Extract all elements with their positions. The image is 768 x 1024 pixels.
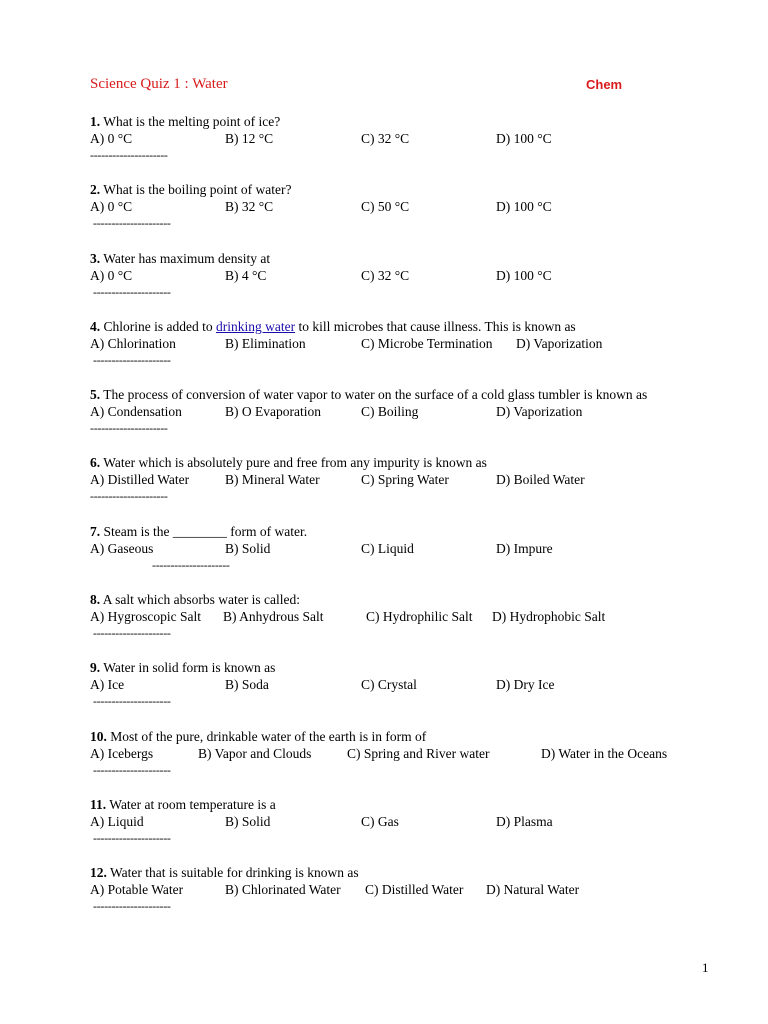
option-b: B) Soda <box>225 677 269 693</box>
option-a: A) 0 °C <box>90 131 133 146</box>
question-number: 8. <box>90 592 101 608</box>
option-b: B) O Evaporation <box>225 404 321 420</box>
question-12 <box>90 864 710 932</box>
question-text: Water at room temperature is a <box>109 796 276 812</box>
answer-blank: --------------------- <box>93 216 171 231</box>
drinking-water-link[interactable]: drinking water <box>215 318 296 334</box>
question-9 <box>90 659 710 727</box>
question-number: 2. <box>90 182 101 198</box>
answer-blank: --------------------- <box>93 352 171 367</box>
answer-options <box>90 335 710 352</box>
question-text: What is the boiling point of water? <box>103 182 292 198</box>
option-c: C) Spring Water <box>361 472 449 488</box>
option-d: D) 100 °C <box>496 267 552 283</box>
option-d: D) Vaporization <box>496 404 583 420</box>
question-text: Most of the pure, drinkable water of the earth is in form of <box>110 728 427 744</box>
option-c: C) Spring and River water <box>347 745 490 761</box>
question-text: A salt which absorbs water is called: <box>102 592 300 608</box>
header <box>90 76 630 96</box>
option-d: D) Dry Ice <box>496 677 555 693</box>
answer-options <box>90 198 710 215</box>
question-11 <box>90 796 710 864</box>
option-a: A) Liquid <box>90 813 144 829</box>
answer-blank: --------------------- <box>93 830 171 845</box>
option-c: C) Distilled Water <box>365 882 464 898</box>
question-number: 12. <box>90 865 107 881</box>
option-a: A) 0 °C <box>90 267 133 283</box>
answer-options <box>90 267 710 284</box>
question-number: 6. <box>90 455 101 471</box>
option-c: C) Boiling <box>361 404 419 420</box>
option-c: C) Gas <box>361 813 399 829</box>
option-d: D) Plasma <box>496 813 553 829</box>
question-text-before: Chlorine is added to <box>103 318 216 334</box>
question-7 <box>90 523 710 591</box>
answer-blank: --------------------- <box>152 557 230 572</box>
option-a: A) Potable Water <box>90 882 184 898</box>
question-text: Water that is suitable for drinking is known as <box>110 865 359 881</box>
option-d: D) Vaporization <box>516 335 603 351</box>
question-text: Water has maximum density at <box>103 250 271 266</box>
question-text: Steam is the ________ form of water. <box>103 523 308 539</box>
page-number: 1 <box>702 960 709 975</box>
answer-options <box>90 403 710 420</box>
option-b: B) Solid <box>225 540 271 556</box>
answer-blank: --------------------- <box>90 489 168 504</box>
question-text: What is the melting point of ice? <box>103 114 281 129</box>
option-d: D) Water in the Oceans <box>541 745 668 761</box>
option-c: C) Liquid <box>361 540 414 556</box>
option-b: B) Elimination <box>225 335 306 351</box>
option-a: A) Condensation <box>90 404 182 420</box>
question-1 <box>90 113 710 181</box>
option-c: C) 32 °C <box>361 131 410 146</box>
question-4 <box>90 318 710 386</box>
answer-options <box>90 745 710 762</box>
question-number: 5. <box>90 387 101 403</box>
question-number: 4. <box>90 318 101 334</box>
option-b: B) 4 °C <box>225 267 267 283</box>
answer-options <box>90 540 710 557</box>
option-b: B) 32 °C <box>225 199 274 215</box>
option-a: A) Chlorination <box>90 335 176 351</box>
answer-blank: --------------------- <box>93 626 171 641</box>
answer-blank: --------------------- <box>90 148 168 162</box>
answer-blank: --------------------- <box>90 421 168 436</box>
question-3 <box>90 250 710 318</box>
option-a: A) Gaseous <box>90 540 154 556</box>
subject-label: Chem <box>586 77 623 92</box>
option-d: D) Boiled Water <box>496 472 585 488</box>
question-number: 3. <box>90 250 101 266</box>
answer-blank: --------------------- <box>93 694 171 709</box>
question-number: 9. <box>90 660 101 676</box>
question-number: 1. <box>90 114 101 129</box>
answer-blank: --------------------- <box>93 762 171 777</box>
option-a: A) Hygroscopic Salt <box>90 609 201 625</box>
option-b: B) Vapor and Clouds <box>198 745 312 761</box>
option-a: A) 0 °C <box>90 199 133 215</box>
option-a: A) Distilled Water <box>90 472 190 488</box>
option-d: D) Hydrophobic Salt <box>492 609 606 625</box>
question-text-after: to kill microbes that cause illness. This is known as <box>295 318 576 334</box>
question-text: The process of conversion of water vapor to water on the surface of a cold glass tumbler is known as <box>103 387 648 403</box>
answer-blank: --------------------- <box>93 899 171 914</box>
answer-options <box>90 676 710 693</box>
answer-options <box>90 130 710 147</box>
option-b: B) Anhydrous Salt <box>223 609 324 625</box>
question-number: 11. <box>90 796 107 812</box>
question-list <box>90 113 710 933</box>
answer-options <box>90 471 710 488</box>
option-c: C) Crystal <box>361 677 417 693</box>
answer-blank: --------------------- <box>93 284 171 299</box>
option-d: D) Impure <box>496 540 553 556</box>
question-text: Water in solid form is known as <box>103 660 276 676</box>
question-2 <box>90 181 710 249</box>
option-b: B) Solid <box>225 813 271 829</box>
question-text: Water which is absolutely pure and free from any impurity is known as <box>103 455 487 471</box>
question-8 <box>90 591 710 659</box>
option-b: B) Mineral Water <box>225 472 320 488</box>
question-number: 7. <box>90 523 101 539</box>
option-c: C) 32 °C <box>361 267 410 283</box>
question-5 <box>90 386 710 454</box>
option-d: D) Natural Water <box>486 882 580 898</box>
question-6 <box>90 454 710 522</box>
question-number: 10. <box>90 728 107 744</box>
question-10 <box>90 728 710 796</box>
option-c: C) 50 °C <box>361 199 410 215</box>
answer-options <box>90 813 710 830</box>
option-b: B) Chlorinated Water <box>225 882 341 898</box>
answer-options <box>90 881 710 898</box>
quiz-title: Science Quiz 1 : Water <box>90 76 228 92</box>
option-d: D) 100 °C <box>496 199 552 215</box>
answer-options <box>90 608 710 625</box>
option-a: A) Icebergs <box>90 745 154 761</box>
option-c: C) Microbe Termination <box>361 335 493 351</box>
option-d: D) 100 °C <box>496 131 552 146</box>
option-c: C) Hydrophilic Salt <box>366 609 473 625</box>
option-a: A) Ice <box>90 677 125 693</box>
option-b: B) 12 °C <box>225 131 274 146</box>
